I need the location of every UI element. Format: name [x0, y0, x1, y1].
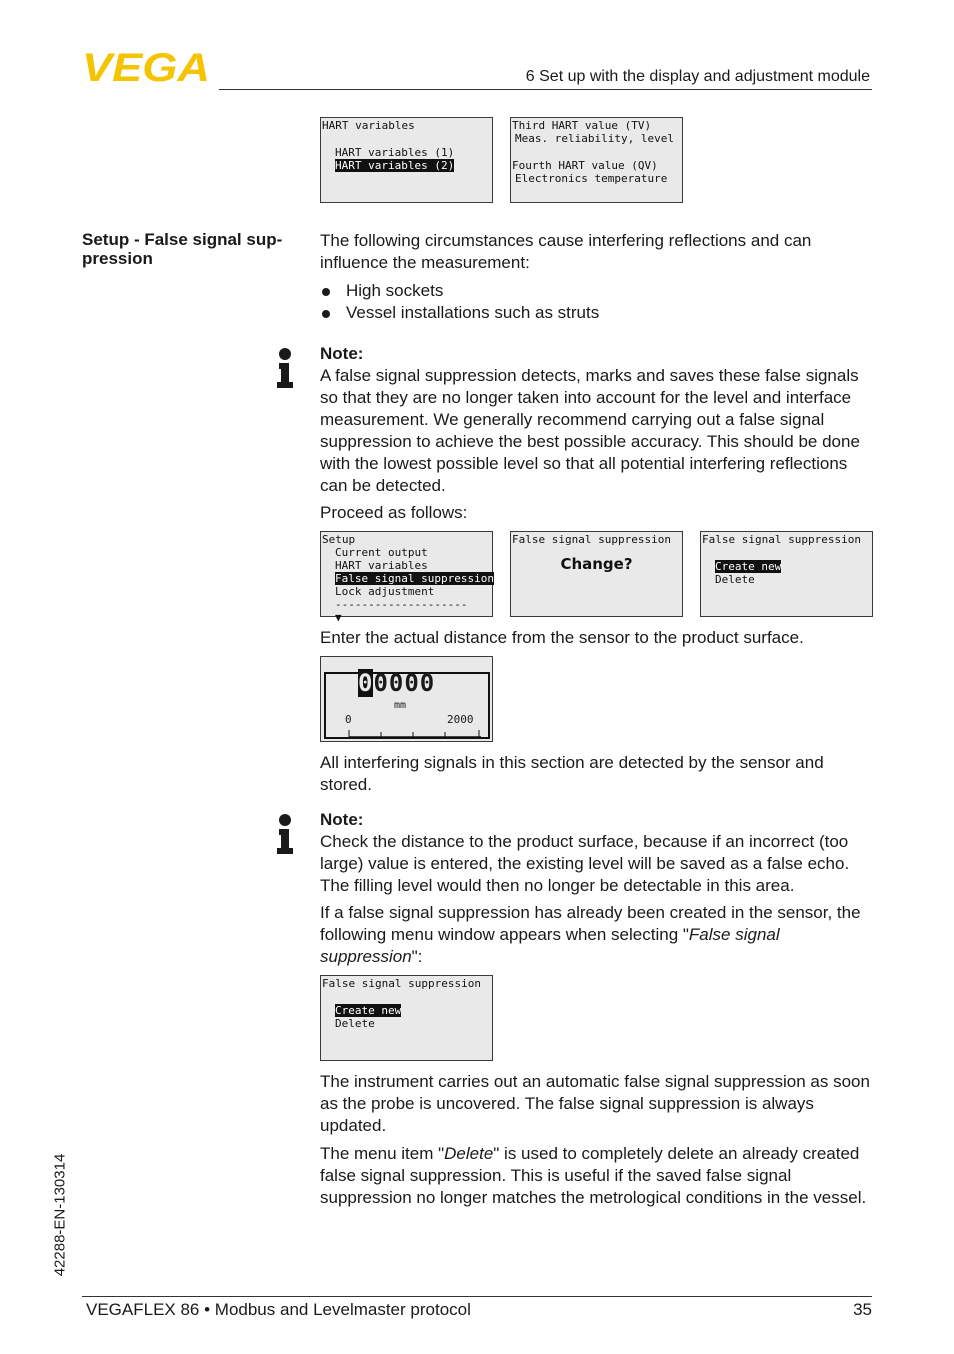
info-icon: [276, 814, 294, 856]
lcd-title: Setup: [322, 533, 356, 546]
delete-paragraph: [320, 1143, 875, 1209]
header-section-title: 6 Set up with the display and adjustment module: [525, 68, 870, 85]
enter-distance-text: Enter the actual distance from the sensor to the product surface.: [320, 628, 804, 647]
document-code: [48, 1140, 72, 1290]
already-created-text: [320, 902, 875, 968]
text-fragment: The menu item ": [320, 1144, 445, 1163]
svg-text:VEGA: VEGA: [82, 46, 210, 90]
text-fragment: If a false signal suppression has already been created in the sensor, the following menu window appears when selecting ": [320, 903, 861, 944]
lcd-title: False signal suppression: [702, 533, 861, 546]
note-text: A false signal suppression detects, marks and saves these false signals so that they are no longer taken into account for the level and interface measurement. We generally recommend carrying out a false signal suppression to achieve the best possible accuracy. This should be done with the lowest possible level so that all potential interfering reflections can be detected.: [320, 366, 860, 495]
lcd-value-digits: [358, 669, 435, 697]
lcd-hart-variables: [320, 117, 493, 203]
footer-divider: [82, 1296, 872, 1297]
lcd-title: False signal suppression: [512, 533, 671, 546]
lcd-item: HART variables (1): [335, 146, 455, 159]
lcd-scale-min: 0: [345, 713, 352, 726]
vega-logo: [82, 46, 212, 90]
lcd-item-selected: Create new: [715, 560, 782, 573]
document-code-text: 42288-EN-130314: [51, 1153, 69, 1277]
list-item: Vessel installations such as struts: [320, 302, 599, 324]
lcd-item: Lock adjustment: [335, 585, 435, 598]
intro-paragraph: The following circumstances cause interfering reflections and can influence the measurement:: [320, 231, 812, 272]
lcd-item-selected: False signal suppression: [335, 572, 494, 585]
interfering-text: All interfering signals in this section are detected by the sensor and stored.: [320, 753, 824, 794]
lcd-title: False signal suppression: [322, 977, 481, 990]
lcd-item: Meas. reliability, level: [515, 132, 674, 145]
info-icon: [276, 348, 294, 390]
text-fragment: ":: [411, 947, 423, 966]
lcd-create-delete-2: [320, 975, 493, 1061]
lcd-item: Delete: [715, 573, 755, 586]
note-text: Check the distance to the product surface, because if an incorrect (too large) value is entered, the existing level will be saved as a false echo. The filling level would then no longer be detectable in this area.: [320, 832, 850, 895]
lcd-unit: mm: [394, 700, 407, 711]
lcd-create-delete: [700, 531, 873, 617]
note-2: [320, 809, 875, 897]
lcd-separator: --------------------: [335, 598, 468, 611]
footer-product: VEGAFLEX 86 • Modbus and Levelmaster protocol: [86, 1300, 471, 1319]
lcd-item: Current output: [335, 546, 428, 559]
text-italic: False signal suppression: [320, 925, 780, 966]
lcd-item-selected: Create new: [335, 1004, 402, 1017]
lcd-item: Electronics temperature: [515, 172, 668, 185]
lcd-digits: 0000: [373, 669, 436, 697]
lcd-item: HART variables: [335, 559, 428, 572]
lcd-scale: [345, 727, 481, 739]
arrow-down-icon: ▼: [335, 611, 342, 624]
lcd-cursor-digit: 0: [358, 669, 374, 697]
text-italic: Delete: [444, 1144, 494, 1163]
automatic-text: The instrument carries out an automatic false signal suppression as soon as the probe is uncovered. The false signal suppression is always updated.: [320, 1072, 870, 1135]
lcd-item: Third HART value (TV): [512, 119, 652, 132]
lcd-change-prompt: [510, 531, 683, 617]
text-fragment: " is used to completely delete an already created false signal suppression. This is useful if the saved false signal suppression no longer matches the metrological conditions in the vessel.: [320, 1144, 867, 1207]
lcd-prompt: Change?: [560, 555, 633, 573]
lcd-setup-menu: [320, 531, 494, 624]
page-number: 35: [853, 1300, 872, 1319]
note-title: Note:: [320, 344, 364, 363]
lcd-value-entry: [320, 656, 493, 742]
lcd-scale-max: 2000: [447, 713, 474, 726]
section-heading: Setup - False signal sup-pression: [82, 230, 283, 268]
lcd-item: Fourth HART value (QV): [512, 159, 658, 172]
header-divider: [219, 89, 872, 90]
note-1: [320, 343, 875, 497]
proceed-text: Proceed as follows:: [320, 503, 468, 522]
note-title: Note:: [320, 810, 364, 829]
lcd-item: Delete: [335, 1017, 375, 1030]
lcd-title: HART variables: [322, 119, 415, 132]
list-item: High sockets: [320, 280, 599, 302]
bullet-list: [320, 280, 599, 324]
lcd-hart-values: [510, 117, 683, 203]
lcd-item-selected: HART variables (2): [335, 159, 455, 172]
